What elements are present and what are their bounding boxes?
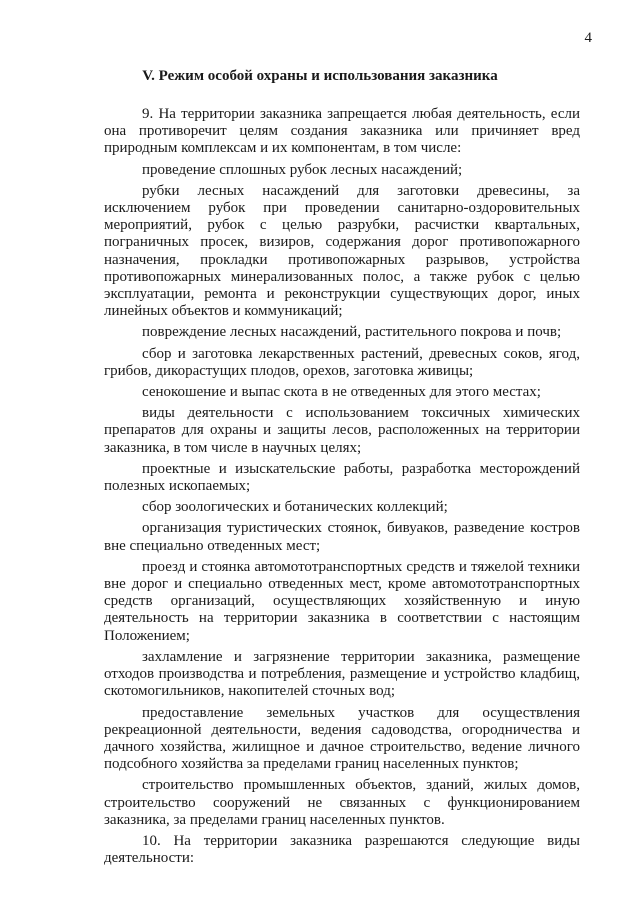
paragraph: рубки лесных насаждений для заготовки древесины, за исключением рубок при проведении санитарно-оздоровительных мероприятий, рубок с целью разрубки, расчистки квартальных, пограничных просек, визиров, содержания дорог противопожарного назначения, прокладки противопожарных разрывов, устройства противопожарных минерализованных полос, а также рубок с целью эксплуатации, ремонта и реконструкции существующих дорог, иных линейных объектов и коммуникаций; <box>104 182 580 320</box>
paragraph: 9. На территории заказника запрещается любая деятельность, если она противоречит целям создания заказника или причиняет вред природным комплексам и их компонентам, в том числе: <box>104 106 580 157</box>
paragraph: сенокошение и выпас скота в не отведенных для этого местах; <box>142 384 541 401</box>
paragraph: 10. На территории заказника разрешаются следующие виды деятельности: <box>104 832 580 867</box>
paragraph: сбор и заготовка лекарственных растений, древесных соков, ягод, грибов, дикорастущих плодов, орехов, заготовка живицы; <box>104 345 580 379</box>
paragraph: проектные и изыскательские работы, разработка месторождений полезных ископаемых; <box>104 460 580 495</box>
paragraph: проведение сплошных рубок лесных насаждений; <box>142 161 463 178</box>
paragraph: повреждение лесных насаждений, растительного покрова и почв; <box>142 324 562 341</box>
document-body <box>104 106 580 871</box>
section-heading: V. Режим особой охраны и использования заказника <box>142 68 498 84</box>
paragraph: проезд и стоянка автомототранспортных средств и тяжелой техники вне дорог и специально отведенных мест, кроме автомототранспортных средств организаций, осуществляющих хозяйственную и иную деятельность на территории заказника в соответствии с настоящим Положением; <box>104 558 580 644</box>
paragraph: предоставление земельных участков для осуществления рекреационной деятельности, ведения садоводства, огородничества и дачного хозяйства, жилищное и дачное строительство, ведение личного подсобного хозяйства за пределами границ населенных пунктов; <box>104 704 580 773</box>
paragraph: сбор зоологических и ботанических коллекций; <box>142 499 448 516</box>
paragraph: захламление и загрязнение территории заказника, размещение отходов производства и потребления, размещение и устройство кладбищ, скотомогильников, накопителей сточных вод; <box>104 648 580 700</box>
paragraph: строительство промышленных объектов, зданий, жилых домов, строительство сооружений не связанных с функционированием заказника, за пределами границ населенных пунктов. <box>104 777 580 828</box>
paragraph: организация туристических стоянок, бивуаков, разведение костров вне специально отведенных мест; <box>104 520 580 554</box>
page-number: 4 <box>584 30 592 46</box>
paragraph: виды деятельности с использованием токсичных химических препаратов для охраны и защиты лесов, расположенных на территории заказника, в том числе в научных целях; <box>104 405 580 456</box>
